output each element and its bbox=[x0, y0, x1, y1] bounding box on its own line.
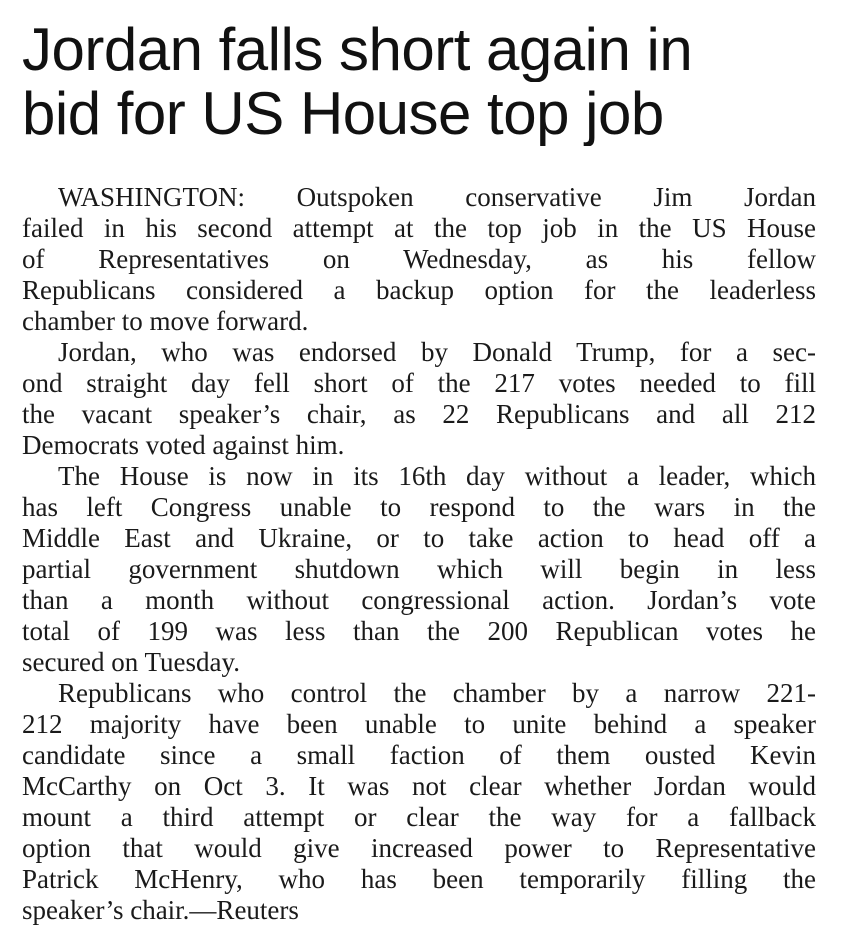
text-line: Democrats voted against him. bbox=[22, 430, 345, 460]
text-line: failed in his second attempt at the top job in the US House bbox=[22, 213, 816, 243]
text-line: Republicans considered a backup option for the leaderless bbox=[22, 275, 816, 305]
text-line: The House is now in its 16th day without a leader, which bbox=[58, 461, 816, 491]
text-line: mount a third attempt or clear the way for a fallback bbox=[22, 802, 816, 832]
text-line: 212 majority have been unable to unite behind a speaker bbox=[22, 709, 816, 739]
text-line: Middle East and Ukraine, or to take action to head off a bbox=[22, 523, 816, 553]
text-line: than a month without congressional action. Jordan’s vote bbox=[22, 585, 816, 615]
paragraph-1 bbox=[22, 182, 816, 337]
headline-line: bid for US House top job bbox=[22, 82, 664, 146]
text-line: secured on Tuesday. bbox=[22, 647, 240, 677]
text-line: WASHINGTON: Outspoken conservative Jim Jordan bbox=[58, 182, 816, 212]
text-line: candidate since a small faction of them ousted Kevin bbox=[22, 740, 816, 770]
text-line: of Representatives on Wednesday, as his fellow bbox=[22, 244, 816, 274]
text-line: Jordan, who was endorsed by Donald Trump, for a sec- bbox=[58, 337, 816, 367]
text-line: speaker’s chair.—Reuters bbox=[22, 895, 299, 925]
text-line: chamber to move forward. bbox=[22, 306, 309, 336]
paragraph-2 bbox=[22, 337, 816, 461]
paragraph-4 bbox=[22, 678, 816, 926]
text-line: ond straight day fell short of the 217 votes needed to fill bbox=[22, 368, 816, 398]
news-article bbox=[22, 18, 816, 926]
text-line: partial government shutdown which will begin in less bbox=[22, 554, 816, 584]
text-line: McCarthy on Oct 3. It was not clear whether Jordan would bbox=[22, 771, 816, 801]
text-line: total of 199 was less than the 200 Republican votes he bbox=[22, 616, 816, 646]
text-line: Republicans who control the chamber by a narrow 221- bbox=[58, 678, 816, 708]
text-line: Patrick McHenry, who has been temporarily filling the bbox=[22, 864, 816, 894]
text-line: has left Congress unable to respond to the wars in the bbox=[22, 492, 816, 522]
headline-line: Jordan falls short again in bbox=[22, 18, 693, 82]
article-body bbox=[22, 182, 816, 926]
text-line: option that would give increased power to Representative bbox=[22, 833, 816, 863]
text-line: the vacant speaker’s chair, as 22 Republicans and all 212 bbox=[22, 399, 816, 429]
headline bbox=[22, 18, 816, 146]
paragraph-3 bbox=[22, 461, 816, 678]
